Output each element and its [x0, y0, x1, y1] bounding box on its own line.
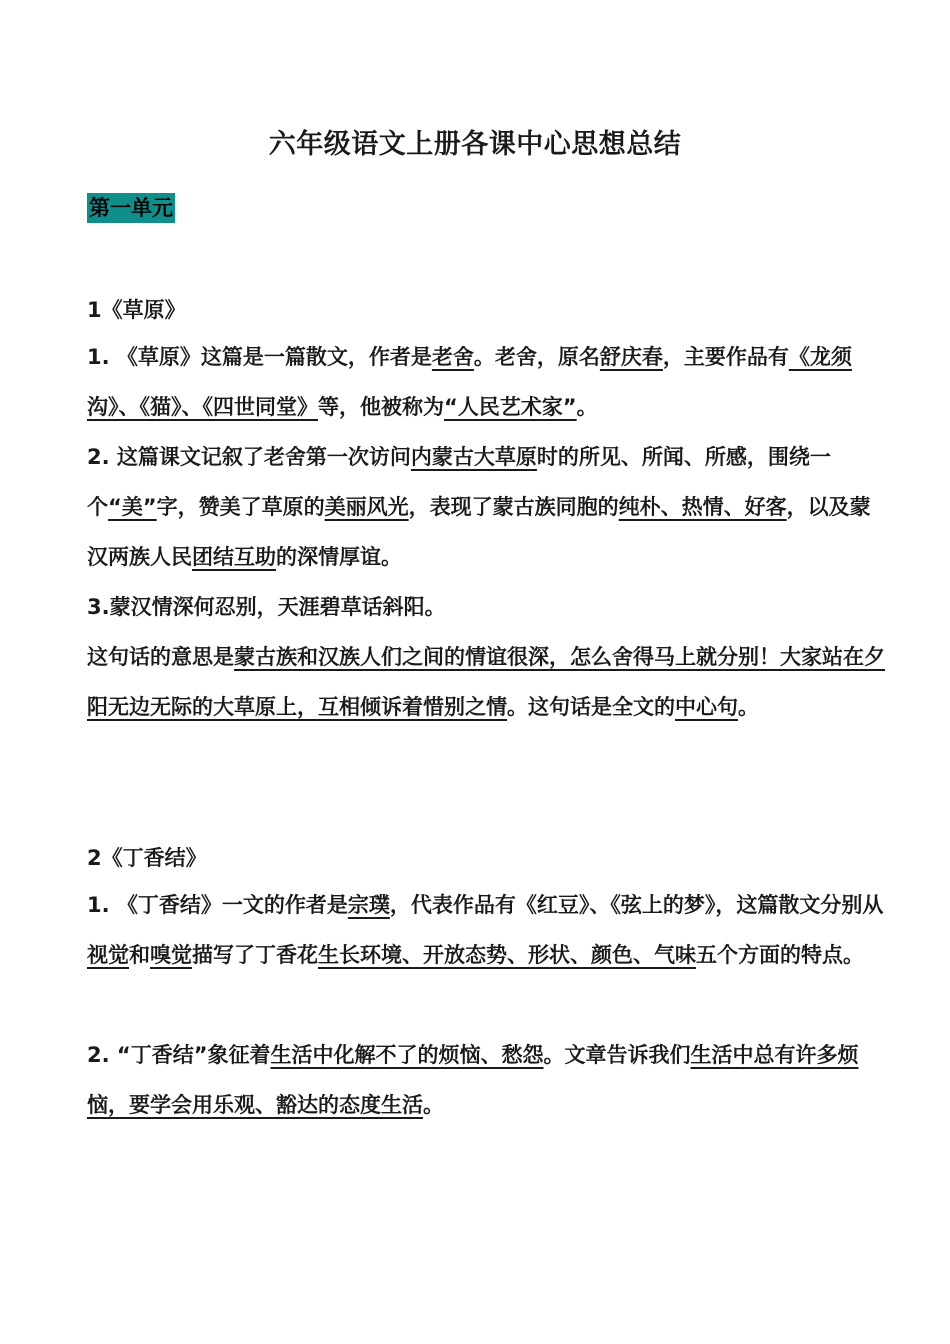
underlined-text: 生长环境、开放态势、形状、颜色、气味 — [318, 943, 696, 967]
text-run: 1. 《丁香结》一文的作者是 — [87, 893, 348, 917]
lesson-paragraph — [87, 632, 887, 732]
underlined-text: 纯朴、热情、好客 — [618, 495, 787, 519]
underlined-text: 团结互助 — [192, 545, 276, 569]
text-run: ，表现了蒙古族同胞的 — [408, 495, 619, 519]
underlined-text: 生活中总有许多烦恼，要学会用乐观、豁达的态度生活 — [87, 1043, 859, 1117]
lesson-paragraph — [87, 582, 887, 632]
underlined-text: “人民艺术家” — [444, 395, 577, 419]
text-run: 时的所见、所闻、所感，围绕一个 — [87, 445, 831, 519]
lesson-paragraph — [87, 880, 887, 980]
text-run: 。文章告诉我们 — [543, 1043, 691, 1067]
underlined-text: 《龙须沟》、《猫》、《四世同堂》 — [87, 345, 852, 419]
text-run: 和 — [129, 943, 150, 967]
text-run: 这句话的意思是 — [87, 645, 234, 669]
underlined-text: 蒙古族和汉族人们之间的情谊很深，怎么舍得马上就分别！大家站在夕阳无边无际的大草原上，互相倾诉着惜别之情 — [87, 645, 885, 719]
text-run: 描写了丁香花 — [192, 943, 318, 967]
page-title: 六年级语文上册各课中心思想总结 — [268, 129, 682, 160]
underlined-text: 舒庆春 — [599, 345, 663, 369]
underlined-text: 生活中化解不了的烦恼、愁怨 — [270, 1043, 544, 1067]
underlined-text: “美” — [108, 495, 157, 519]
underlined-text: 中心句 — [675, 695, 738, 719]
lesson-heading: 1《草原》 — [87, 298, 186, 322]
underlined-text: 内蒙古大草原 — [410, 445, 537, 469]
text-run: ，以及蒙汉两族人民 — [87, 495, 871, 569]
underlined-text: 宗璞 — [347, 893, 390, 917]
text-run: ，主要作品有 — [662, 345, 789, 369]
text-run: 3.蒙汉情深何忍别，天涯碧草话斜阳。 — [87, 595, 446, 619]
text-run: 1. 《草原》这篇是一篇散文，作者是 — [87, 345, 432, 369]
text-run: 。 — [423, 1093, 444, 1117]
underlined-text: 美丽风光 — [324, 495, 409, 519]
text-run: 。老舍，原名 — [473, 345, 600, 369]
text-run: 2. “丁香结”象征着 — [87, 1043, 271, 1067]
lesson-paragraph — [87, 332, 887, 432]
underlined-text: 老舍 — [431, 345, 474, 369]
text-run: 的深情厚谊。 — [276, 545, 402, 569]
text-run: 。 — [576, 395, 598, 419]
underlined-text: 视觉 — [87, 943, 129, 967]
unit-badge: 第一单元 — [87, 193, 175, 223]
lesson-paragraph — [87, 432, 887, 582]
lesson-paragraph — [87, 1030, 887, 1130]
text-run: 五个方面的特点。 — [696, 943, 864, 967]
text-run: 。这句话是全文的 — [507, 695, 675, 719]
underlined-text: 嗅觉 — [150, 943, 192, 967]
lesson-heading: 2《丁香结》 — [87, 846, 207, 870]
text-run: ，代表作品有《红豆》、《弦上的梦》，这篇散文分别从 — [389, 893, 884, 917]
text-run: 。 — [738, 695, 759, 719]
text-run: 等，他被称为 — [318, 395, 444, 419]
text-run: 字，赞美了草原的 — [156, 495, 325, 519]
text-run: 2. 这篇课文记叙了老舍第一次访问 — [87, 445, 411, 469]
